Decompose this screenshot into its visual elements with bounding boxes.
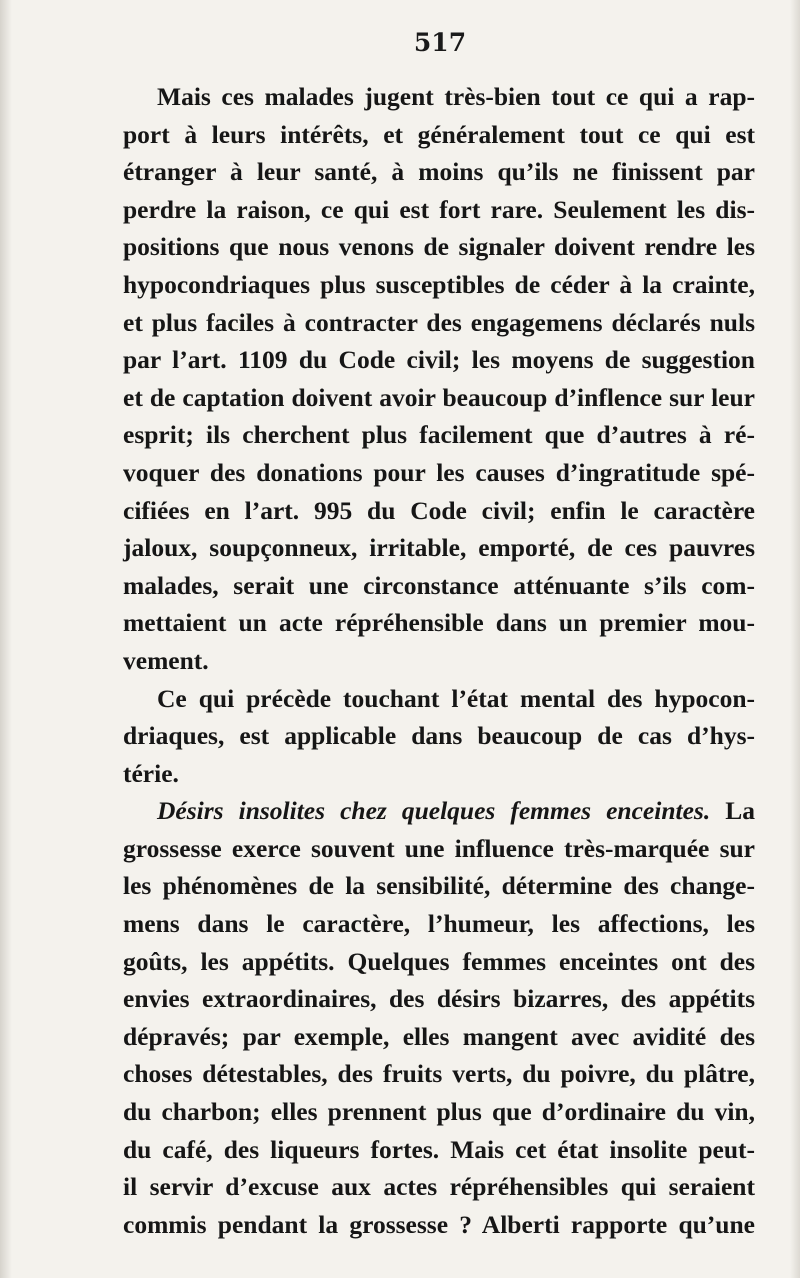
text-line (123, 228, 755, 266)
line-text: vement. (123, 645, 209, 675)
line-text: cifiées en l’art. 995 du Code civil; enfin le caractère (123, 495, 755, 525)
text-line (123, 341, 755, 379)
text-line (123, 1168, 755, 1206)
line-text: choses détestables, des fruits verts, du poivre, du plâtre, (123, 1059, 755, 1089)
line-text: La (710, 796, 755, 826)
text-line (123, 191, 755, 229)
line-text: du charbon; elles prennent plus que d’ordinaire du vin, (123, 1097, 755, 1127)
line-text: térie. (123, 758, 179, 788)
text-line (123, 943, 755, 981)
line-text: Ce qui précède touchant l’état mental des hypocon- (157, 683, 755, 713)
text-line (123, 304, 755, 342)
text-line (123, 153, 755, 191)
line-text: grossesse exerce souvent une influence très-marquée sur (123, 833, 755, 863)
line-text: hypocondriaques plus susceptibles de céder à la crainte, (123, 269, 755, 299)
line-text: les phénomènes de la sensibilité, détermine des change- (123, 871, 755, 901)
line-text: commis pendant la grossesse ? Alberti rapporte qu’une (123, 1209, 755, 1239)
line-text: étranger à leur santé, à moins qu’ils ne finissent par (123, 157, 755, 187)
line-text: esprit; ils cherchent plus facilement que d’autres à ré- (123, 420, 755, 450)
line-text: perdre la raison, ce qui est fort rare. Seulement les dis- (123, 194, 755, 224)
text-line (123, 755, 755, 793)
line-text: envies extraordinaires, des désirs bizarres, des appétits (123, 984, 755, 1014)
line-text: driaques, est applicable dans beaucoup de cas d’hys- (123, 721, 755, 751)
text-line (123, 454, 755, 492)
text-line (123, 680, 755, 718)
line-text: positions que nous venons de signaler doivent rendre les (123, 232, 755, 262)
text-line (123, 416, 755, 454)
text-line (123, 266, 755, 304)
text-line (123, 567, 755, 605)
line-text: mettaient un acte répréhensible dans un premier mou- (123, 608, 755, 638)
text-line (123, 792, 755, 830)
text-line (123, 1018, 755, 1056)
line-text: voquer des donations pour les causes d’ingratitude spé- (123, 457, 755, 487)
text-line (123, 1131, 755, 1169)
text-line (123, 78, 755, 116)
line-text: du café, des liqueurs fortes. Mais cet état insolite peut- (123, 1134, 755, 1164)
page-edge-shadow (790, 0, 800, 1278)
text-line (123, 1093, 755, 1131)
line-text: mens dans le caractère, l’humeur, les affections, les (123, 909, 755, 939)
body-text (123, 78, 755, 1243)
line-text: par l’art. 1109 du Code civil; les moyens de suggestion (123, 345, 755, 375)
text-line (123, 529, 755, 567)
text-line (123, 980, 755, 1018)
text-line (123, 867, 755, 905)
text-line (123, 604, 755, 642)
text-line (123, 492, 755, 530)
text-line (123, 116, 755, 154)
text-line (123, 830, 755, 868)
text-line (123, 1055, 755, 1093)
section-heading-italic: Désirs insolites chez quelques femmes enceintes. (157, 796, 711, 826)
page-number: 517 (413, 28, 467, 57)
line-text: jaloux, soupçonneux, irritable, emporté, de ces pauvres (123, 533, 755, 563)
text-line (123, 717, 755, 755)
line-text: il servir d’excuse aux actes répréhensibles qui seraient (123, 1172, 755, 1202)
text-line (123, 905, 755, 943)
line-text: goûts, les appétits. Quelques femmes enceintes ont des (123, 946, 755, 976)
line-text: malades, serait une circonstance atténuante s’ils com- (123, 570, 755, 600)
line-text: et de captation doivent avoir beaucoup d’inflence sur leur (123, 382, 755, 412)
line-text: Mais ces malades jugent très-bien tout ce qui a rap- (157, 82, 755, 111)
text-line (123, 379, 755, 417)
line-text: et plus faciles à contracter des engagemens déclarés nuls (123, 307, 755, 337)
page-gutter-shadow (0, 0, 12, 1278)
text-line (123, 642, 755, 680)
line-text: port à leurs intérêts, et généralement tout ce qui est (123, 119, 755, 149)
line-text: dépravés; par exemple, elles mangent avec avidité des (123, 1021, 755, 1051)
text-line (123, 1206, 755, 1244)
